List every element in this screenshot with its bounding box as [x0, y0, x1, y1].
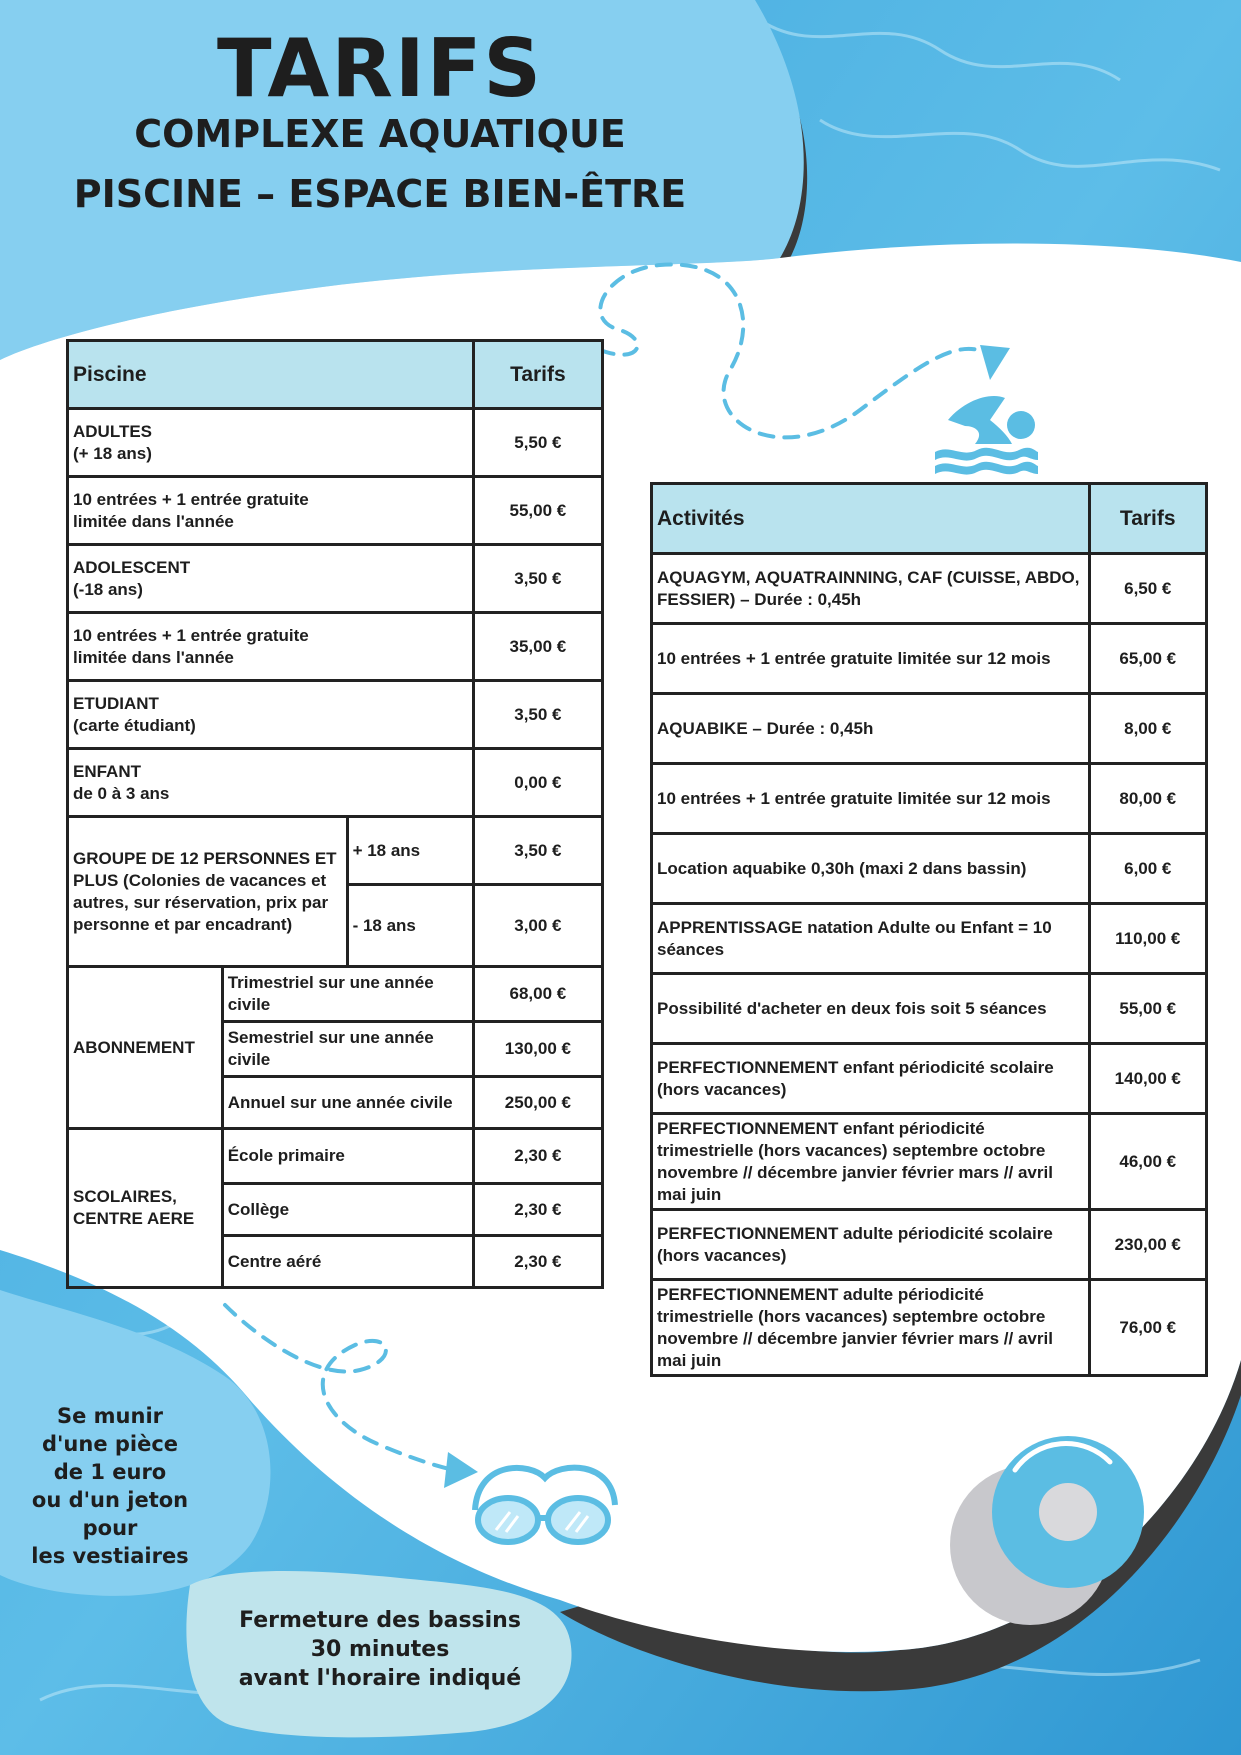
- table-row: [652, 554, 1207, 624]
- row-price: 3,50 €: [473, 817, 602, 885]
- table-row: [652, 904, 1207, 974]
- column-header-price: Tarifs: [1089, 484, 1207, 554]
- row-label: ETUDIANT (carte étudiant): [68, 681, 474, 749]
- table-row: [652, 834, 1207, 904]
- column-header-label: Activités: [652, 484, 1090, 554]
- table-row: [652, 974, 1207, 1044]
- row-price: 68,00 €: [473, 967, 602, 1022]
- page-title: TARIFS: [217, 22, 543, 115]
- note-line: avant l'horaire indiqué: [238, 1666, 522, 1691]
- note-line: Se munir: [56, 1404, 163, 1428]
- table-row: [652, 624, 1207, 694]
- table-row: [68, 409, 603, 477]
- row-price: 76,00 €: [1089, 1280, 1207, 1376]
- table-row: [68, 545, 603, 613]
- table-row: [68, 681, 603, 749]
- row-price: 3,50 €: [473, 681, 602, 749]
- abonnement-option: Annuel sur une année civile: [222, 1077, 473, 1129]
- note-line: Fermeture des bassins: [239, 1608, 521, 1633]
- scolaires-option: Centre aéré: [222, 1236, 473, 1288]
- row-price: 80,00 €: [1089, 764, 1207, 834]
- activity-label: 10 entrées + 1 entrée gratuite limitée sur 12 mois: [652, 764, 1090, 834]
- row-label: ENFANT de 0 à 3 ans: [68, 749, 474, 817]
- table-row: [68, 477, 603, 545]
- note-line: ou d'un jeton: [31, 1488, 189, 1512]
- piscine-price-table: [66, 339, 604, 1289]
- note-line: pour: [82, 1516, 138, 1540]
- activites-price-table: [650, 482, 1208, 1377]
- table-header-row: [68, 341, 603, 409]
- row-price: 35,00 €: [473, 613, 602, 681]
- row-label: 10 entrées + 1 entrée gratuite limitée dans l'année: [68, 477, 474, 545]
- activity-label: PERFECTIONNEMENT enfant périodicité trimestrielle (hors vacances) septembre octobre novembre // décembre janvier février mars // avril mai juin: [652, 1114, 1090, 1210]
- table-row: [652, 764, 1207, 834]
- table-header-row: [652, 484, 1207, 554]
- note-vestiaires: [10, 1402, 210, 1570]
- page-subtitle-2: PISCINE – ESPACE BIEN-ÊTRE: [73, 172, 687, 216]
- row-price: 250,00 €: [473, 1077, 602, 1129]
- table-row: [68, 749, 603, 817]
- table-row: [652, 1210, 1207, 1280]
- note-line: 30 minutes: [310, 1637, 450, 1662]
- activity-label: AQUAGYM, AQUATRAINNING, CAF (CUISSE, ABDO, FESSIER) – Durée : 0,45h: [652, 554, 1090, 624]
- activity-label: PERFECTIONNEMENT adulte périodicité trimestrielle (hors vacances) septembre octobre novembre // décembre janvier février mars // avril mai juin: [652, 1280, 1090, 1376]
- row-price: 8,00 €: [1089, 694, 1207, 764]
- note-line: d'une pièce: [41, 1432, 179, 1456]
- activity-label: AQUABIKE – Durée : 0,45h: [652, 694, 1090, 764]
- row-price: 3,00 €: [473, 885, 602, 967]
- row-price: 55,00 €: [473, 477, 602, 545]
- activity-label: Possibilité d'acheter en deux fois soit 5 séances: [652, 974, 1090, 1044]
- groupe-age-label: - 18 ans: [347, 885, 473, 967]
- row-price: 110,00 €: [1089, 904, 1207, 974]
- table-row: [652, 1044, 1207, 1114]
- activity-label: PERFECTIONNEMENT enfant périodicité scolaire (hors vacances): [652, 1044, 1090, 1114]
- activity-label: APPRENTISSAGE natation Adulte ou Enfant = 10 séances: [652, 904, 1090, 974]
- row-price: 2,30 €: [473, 1129, 602, 1184]
- abonnement-option: Trimestriel sur une année civile: [222, 967, 473, 1022]
- row-price: 2,30 €: [473, 1236, 602, 1288]
- scolaires-option: École primaire: [222, 1129, 473, 1184]
- row-label: 10 entrées + 1 entrée gratuite limitée dans l'année: [68, 613, 474, 681]
- scolaires-option: Collège: [222, 1184, 473, 1236]
- activity-label: 10 entrées + 1 entrée gratuite limitée sur 12 mois: [652, 624, 1090, 694]
- groupe-age-label: + 18 ans: [347, 817, 473, 885]
- abonnement-option: Semestriel sur une année civile: [222, 1022, 473, 1077]
- row-price: 5,50 €: [473, 409, 602, 477]
- activity-label: Location aquabike 0,30h (maxi 2 dans bassin): [652, 834, 1090, 904]
- row-price: 140,00 €: [1089, 1044, 1207, 1114]
- row-price: 6,00 €: [1089, 834, 1207, 904]
- table-row: [68, 1129, 603, 1184]
- row-price: 230,00 €: [1089, 1210, 1207, 1280]
- page-subtitle: COMPLEXE AQUATIQUE: [134, 112, 626, 156]
- row-price: 130,00 €: [473, 1022, 602, 1077]
- row-price: 0,00 €: [473, 749, 602, 817]
- row-label: ADULTES (+ 18 ans): [68, 409, 474, 477]
- groupe-label: GROUPE DE 12 PERSONNES ET PLUS (Colonies de vacances et autres, sur réservation, prix par personne et par encadrant): [68, 817, 348, 967]
- table-row: [652, 1280, 1207, 1376]
- table-row: [68, 613, 603, 681]
- note-line: de 1 euro: [53, 1460, 167, 1484]
- row-price: 65,00 €: [1089, 624, 1207, 694]
- row-price: 55,00 €: [1089, 974, 1207, 1044]
- column-header-price: Tarifs: [473, 341, 602, 409]
- column-header-label: Piscine: [68, 341, 474, 409]
- table-row: [68, 817, 603, 885]
- table-row: [652, 1114, 1207, 1210]
- note-fermeture: [200, 1606, 560, 1693]
- table-row: [68, 967, 603, 1022]
- abonnement-label: ABONNEMENT: [68, 967, 223, 1129]
- note-line: les vestiaires: [31, 1544, 189, 1568]
- row-label: ADOLESCENT (-18 ans): [68, 545, 474, 613]
- table-row: [652, 694, 1207, 764]
- row-price: 2,30 €: [473, 1184, 602, 1236]
- row-price: 3,50 €: [473, 545, 602, 613]
- scolaires-label: SCOLAIRES, CENTRE AERE: [68, 1129, 223, 1288]
- activity-label: PERFECTIONNEMENT adulte périodicité scolaire (hors vacances): [652, 1210, 1090, 1280]
- row-price: 6,50 €: [1089, 554, 1207, 624]
- row-price: 46,00 €: [1089, 1114, 1207, 1210]
